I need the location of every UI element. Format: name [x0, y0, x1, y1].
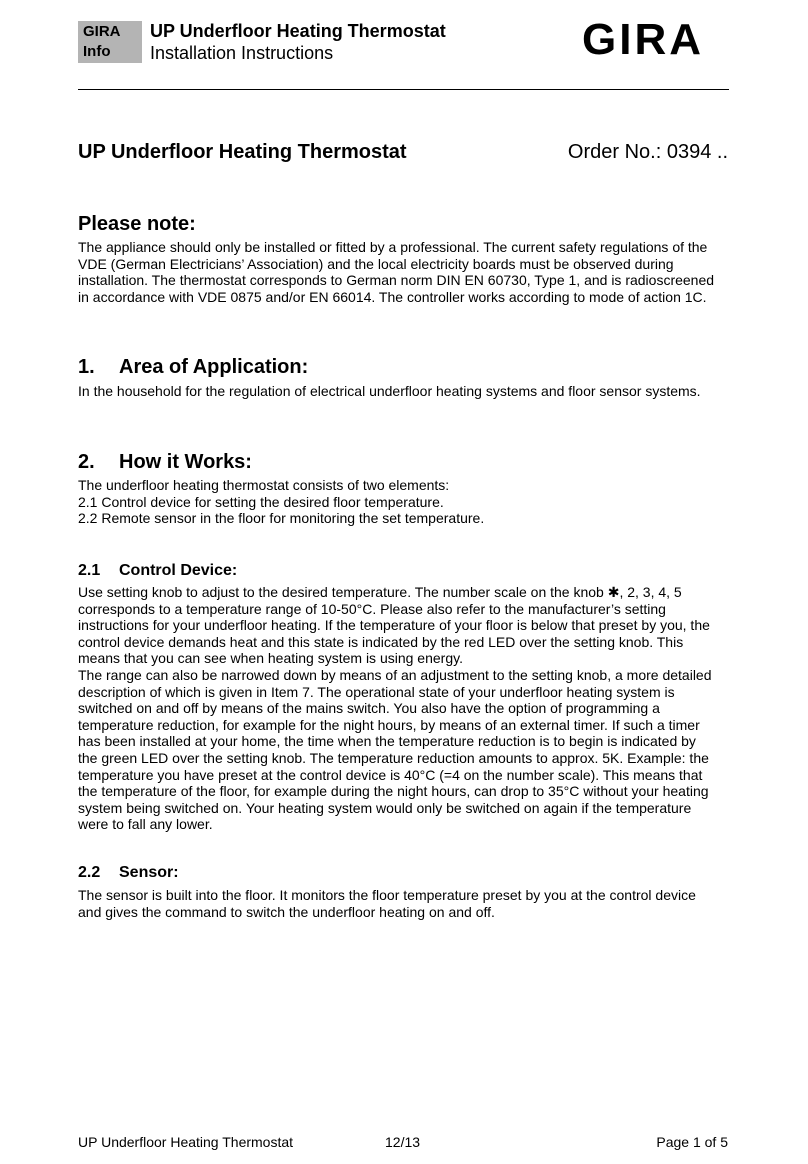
section-2-line: 2.1 Control device for setting the desired floor temperature. [78, 493, 444, 510]
section-2-2-number: 2.2 [78, 864, 101, 881]
section-2-2-line: and gives the command to switch the underfloor heating on and off. [78, 903, 495, 920]
section-2-2-title: Sensor: [119, 864, 179, 881]
section-2-1-line: system being switched on. Your heating system would only be switched on again if the temperature [78, 799, 692, 816]
section-2-1-line: temperature you have preset at the control device is 40°C (=4 on the number scale). This means that [78, 766, 703, 783]
section-1-heading [78, 355, 308, 379]
footer-date: 12/13 [385, 1134, 421, 1150]
section-2-1-line: the temperature of the floor, for example during the night hours, can drop to 35°C without your heating [78, 783, 709, 800]
header-divider [78, 89, 729, 90]
section-2-1-line: means that you can see when heating system is using energy. [78, 650, 463, 667]
section-2-1-line: Use setting knob to adjust to the desired temperature. The number scale on the knob ✱, 2, 3, 4, 5 [78, 584, 682, 600]
note-line: The appliance should only be installed or fitted by a professional. The current safety regulations of the [78, 239, 708, 255]
gira-info-badge [78, 21, 142, 63]
section-1-number: 1. [78, 356, 95, 378]
note-paragraph [78, 239, 730, 305]
gira-logo: GIRA [582, 15, 704, 64]
section-1-line: In the household for the regulation of electrical underfloor heating systems and floor sensor systems. [78, 383, 701, 399]
section-2-1-line: The range can also be narrowed down by means of an adjustment to the setting knob, a more detailed [78, 666, 712, 683]
section-2-1-paragraph [78, 584, 730, 833]
note-line: VDE (German Electricians’ Association) and the local electricity boards must be observed during [78, 255, 674, 272]
badge-line2: Info [83, 43, 111, 60]
section-2-line: 2.2 Remote sensor in the floor for monitoring the set temperature. [78, 510, 485, 527]
footer-page-number: Page 1 of 5 [656, 1134, 728, 1150]
section-2-1-line: were to fall any lower. [78, 816, 213, 833]
document-title: UP Underfloor Heating Thermostat [78, 141, 407, 163]
order-number: Order No.: 0394 .. [567, 141, 728, 163]
section-2-paragraph [78, 477, 730, 527]
section-2-2-line: The sensor is built into the floor. It monitors the floor temperature preset by you at the control device [78, 887, 696, 903]
note-heading [78, 212, 196, 236]
section-2-2-heading [78, 863, 179, 883]
section-2-number: 2. [78, 451, 95, 473]
section-2-1-line: instructions for your underfloor heating. If the temperature of your floor is below that preset by you, the [78, 617, 710, 634]
footer-doc-title: UP Underfloor Heating Thermostat [78, 1134, 294, 1150]
section-2-1-line: has been installed at your home, the time when the temperature reduction is to begin is indicated by [78, 733, 696, 750]
section-2-1-number: 2.1 [78, 562, 101, 579]
section-2-1-line: control device demands heat and this state is indicated by the red LED over the setting knob. This [78, 633, 684, 650]
section-2-title: How it Works: [119, 451, 252, 473]
section-2-heading [78, 450, 252, 474]
section-1-paragraph [78, 383, 730, 400]
header-title: UP Underfloor Heating Thermostat [150, 21, 446, 41]
section-2-1-line: temperature reduction, for example for the night hours, by means of an external timer. If such a timer [78, 716, 700, 733]
section-2-1-line: description of which is given in Item 7. The operational state of your underfloor heating system is [78, 683, 675, 700]
note-heading-text: Please note: [78, 213, 196, 235]
section-2-1-line: corresponds to a temperature range of 10-50°C. Please also refer to the manufacturer’s setting [78, 600, 666, 617]
header-subtitle: Installation Instructions [150, 43, 334, 63]
section-2-2-paragraph [78, 887, 730, 920]
note-line: installation. The thermostat corresponds to German norm DIN EN 60730, Type 1, and is radioscreened [78, 272, 715, 289]
note-line: in accordance with VDE 0875 and/or EN 66014. The controller works according to mode of action 1C. [78, 288, 707, 305]
section-1-title: Area of Application: [119, 356, 309, 378]
section-2-line: The underfloor heating thermostat consists of two elements: [78, 477, 450, 493]
section-2-1-line: switched on and off by means of the mains switch. You also have the option of programming a [78, 700, 660, 717]
section-2-1-title: Control Device: [119, 562, 238, 579]
section-2-1-line: the green LED over the setting knob. The temperature reduction amounts to approx. 5K. Example: the [78, 749, 709, 766]
badge-line1: GIRA [83, 23, 121, 40]
section-2-1-heading [78, 561, 237, 581]
